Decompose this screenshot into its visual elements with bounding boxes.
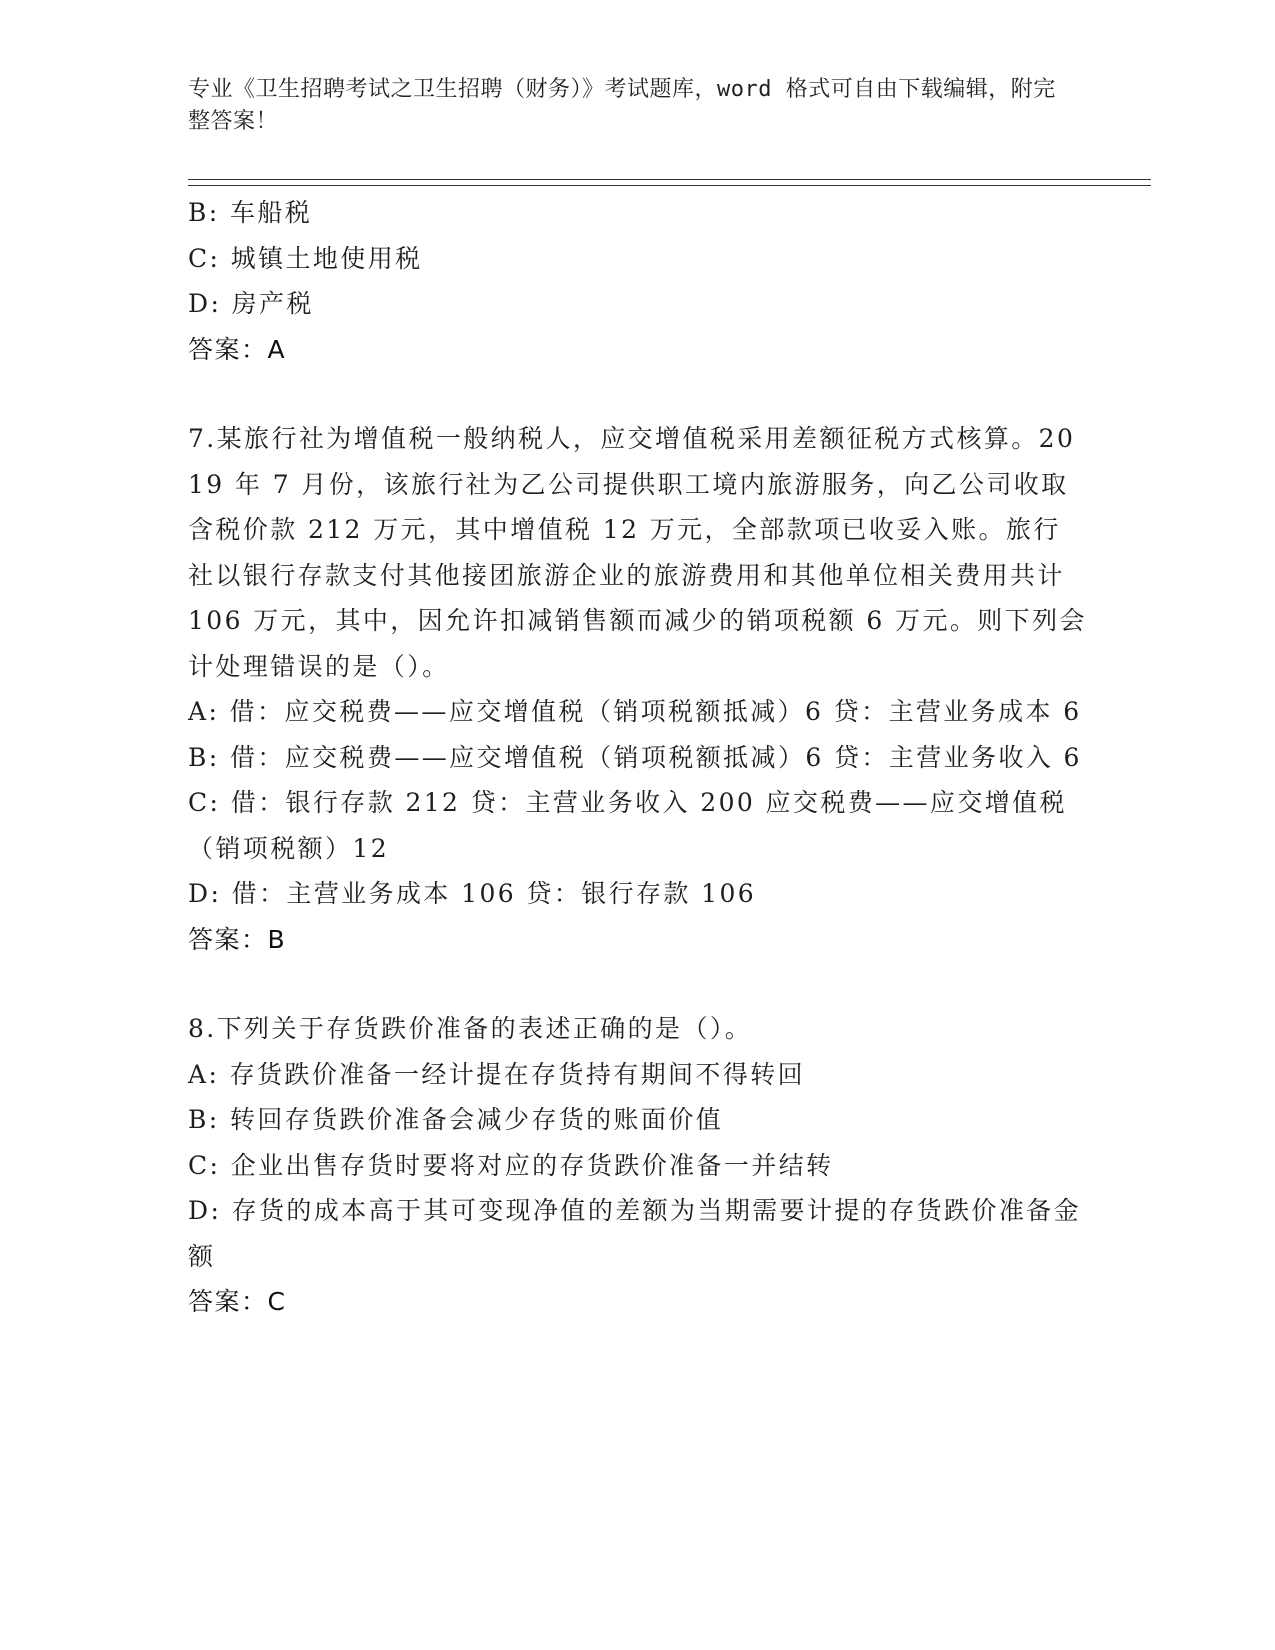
question-7-answer: 答案：B — [188, 924, 287, 954]
question-8 — [188, 1006, 1088, 1325]
question-7-option-c: C: 借：银行存款 212 贷：主营业务收入 200 应交税费——应交增值税（销项税额）12 — [188, 788, 1067, 863]
question-8-option-c: C: 企业出售存货时要将对应的存货跌价准备一并结转 — [188, 1150, 834, 1180]
question-8-option-b: B: 转回存货跌价准备会减少存货的账面价值 — [188, 1105, 724, 1134]
prev-question-answer: 答案：A — [188, 334, 287, 364]
document-header: 专业《卫生招聘考试之卫生招聘（财务）》考试题库，word 格式可自由下载编辑，附完整答案！ — [188, 77, 1056, 134]
option-d: D: 房产税 — [188, 289, 314, 318]
spacer — [188, 372, 1088, 416]
document-body — [188, 190, 1088, 1325]
header-divider — [188, 179, 1151, 186]
question-8-option-d: D: 存货的成本高于其可变现净值的差额为当期需要计提的存货跌价准备金额 — [188, 1196, 1082, 1271]
question-8-answer: 答案：C — [188, 1287, 287, 1316]
question-7 — [188, 416, 1088, 962]
prev-question-options — [188, 190, 1088, 327]
question-7-option-b: B: 借：应交税费——应交增值税（销项税额抵减）6 贷：主营业务收入 6 — [188, 742, 1082, 772]
spacer — [188, 962, 1088, 1006]
question-8-stem: 8.下列关于存货跌价准备的表述正确的是（）。 — [188, 1014, 753, 1043]
question-7-stem: 7.某旅行社为增值税一般纳税人，应交增值税采用差额征税方式核算。2019 年 7 月份，该旅行社为乙公司提供职工境内旅游服务，向乙公司收取含税价款 212 万元，其中增值税 12 万元，全部款项已收妥入账。旅行社以银行存款支付其他接团旅游企业的旅游费用和其他单位相关费用共计 106 万元，其中，因允许扣减销售额而减少的销项税额 6 万元。则下列会计处理错误的是（）。 — [188, 424, 1087, 681]
option-b: B: 车船税 — [188, 198, 313, 227]
question-8-option-a: A: 存货跌价准备一经计提在存货持有期间不得转回 — [188, 1059, 806, 1089]
question-7-option-d: D: 借：主营业务成本 106 贷：银行存款 106 — [188, 879, 757, 908]
option-c: C: 城镇土地使用税 — [188, 243, 423, 273]
question-7-option-a: A: 借：应交税费——应交增值税（销项税额抵减）6 贷：主营业务成本 6 — [188, 697, 1082, 726]
